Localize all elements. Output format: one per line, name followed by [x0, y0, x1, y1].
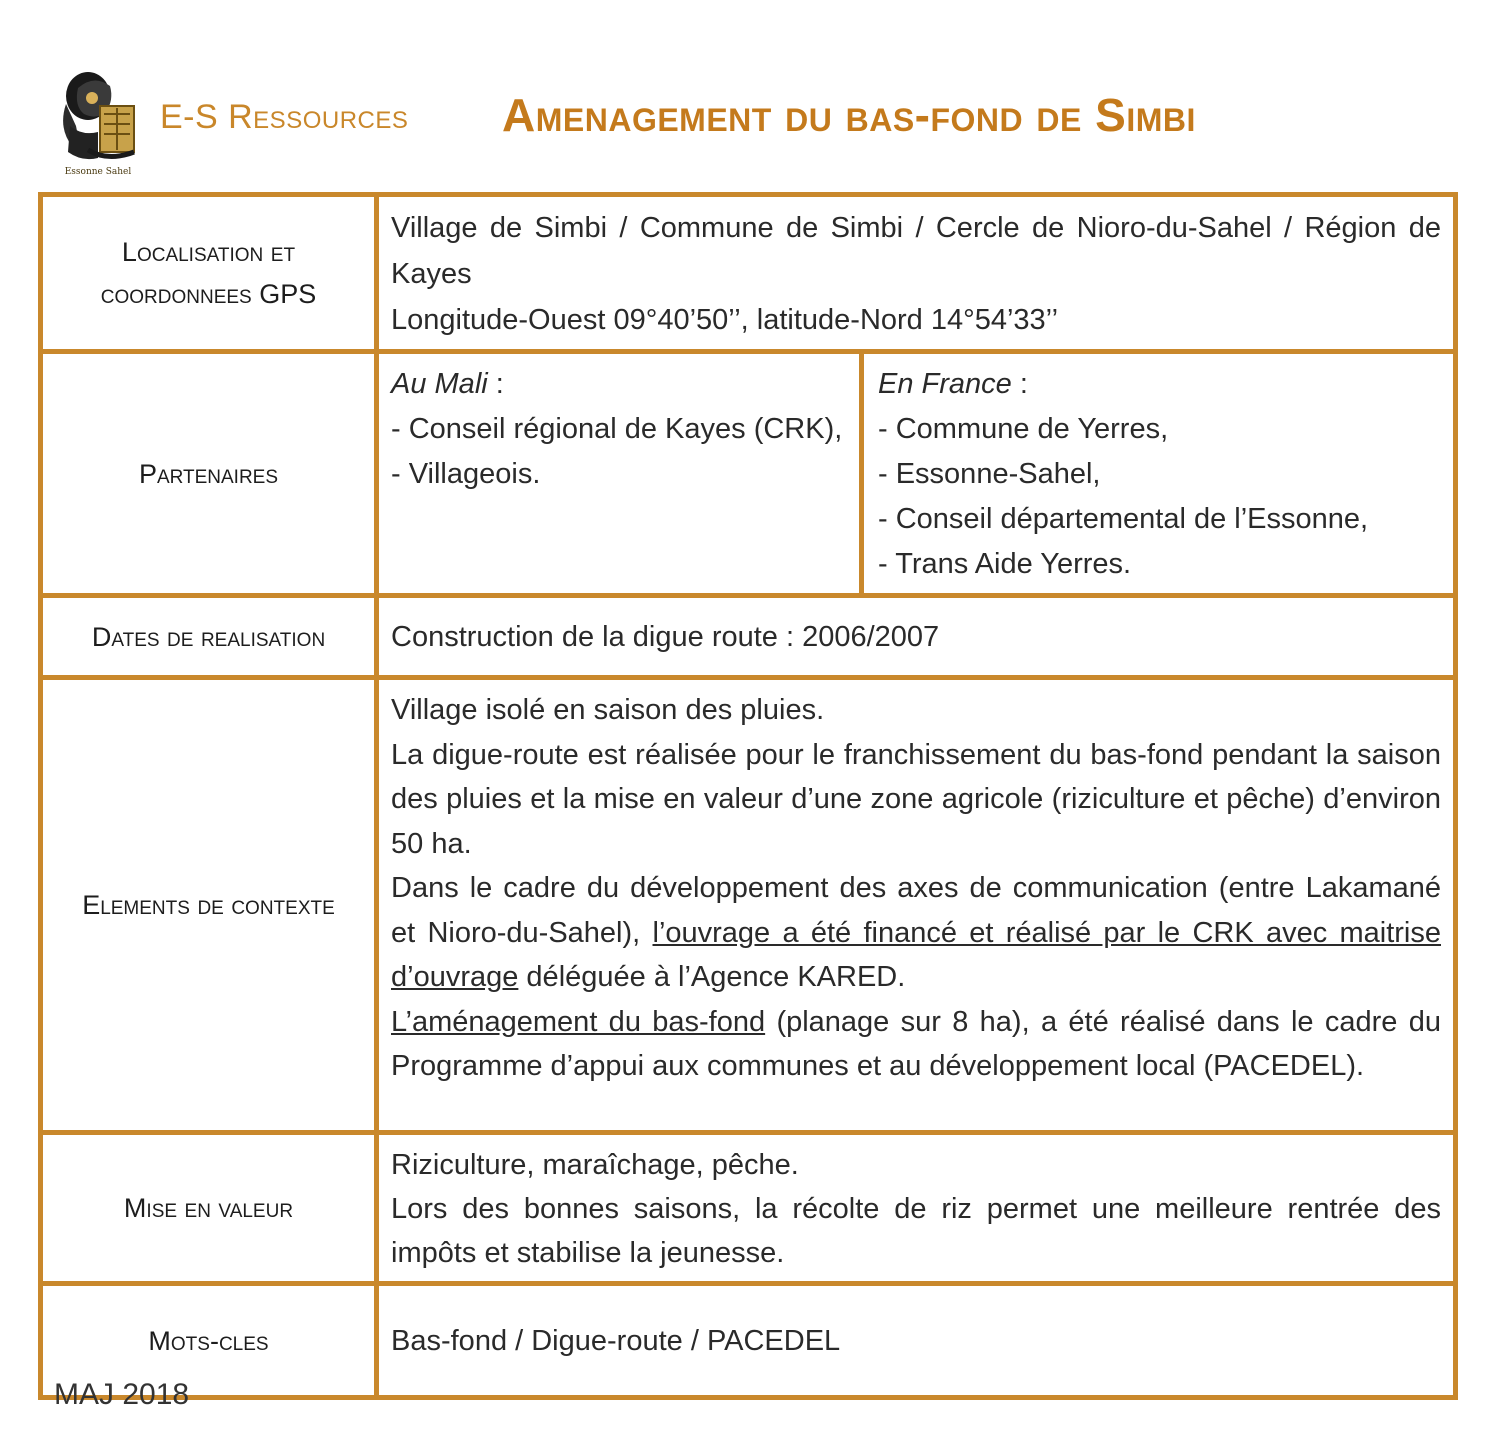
- localisation-address: Village de Simbi / Commune de Simbi / Cercle de Nioro-du-Sahel / Région de Kayes: [391, 212, 1441, 290]
- label-dates: Dates de realisation: [41, 596, 377, 678]
- update-date: MAJ 2018: [54, 1378, 190, 1411]
- essonne-sahel-logo-icon: [48, 66, 148, 178]
- contexte-underlined-text: L’aménagement du bas-fond: [391, 1005, 766, 1038]
- localisation-gps: Longitude-Ouest 09°40’50’’, latitude-Nord 14°54’33’’: [391, 304, 1059, 336]
- partner-item: - Villageois.: [391, 458, 541, 490]
- label-valeur: Mise en valeur: [41, 1133, 377, 1284]
- contexte-paragraph: Village isolé en saison des pluies.: [391, 694, 825, 726]
- row-localisation: [41, 195, 1456, 352]
- partners-mali: [391, 354, 864, 593]
- value-partenaires: [377, 352, 1456, 596]
- page-title: Amenagement du bas-fond de Simbi: [502, 89, 1196, 141]
- value-localisation: [377, 195, 1456, 352]
- partners-france-colon: :: [1011, 368, 1028, 400]
- row-mots: [41, 1284, 1456, 1398]
- value-contexte: [377, 678, 1456, 1133]
- valeur-paragraph: Riziculture, maraîchage, pêche.: [391, 1149, 799, 1181]
- partner-item: - Commune de Yerres,: [878, 413, 1169, 445]
- row-contexte: [41, 678, 1456, 1133]
- partner-item: - Trans Aide Yerres.: [878, 548, 1132, 580]
- partners-france: [864, 354, 1453, 593]
- contexte-text: (planage sur 8 ha), a été réalisé dans le cadre du Programme d’appui aux communes et au développement local (PACEDEL).: [391, 1005, 1441, 1082]
- label-mots: Mots-cles: [41, 1284, 377, 1398]
- row-partenaires: [41, 352, 1456, 596]
- organization-name: E-S Ressources: [160, 98, 409, 136]
- label-contexte: Elements de contexte: [41, 678, 377, 1133]
- contexte-paragraph: La digue-route est réalisée pour le franchissement du bas-fond pendant la saison des pluies et la mise en valeur d’une zone agricole (riziculture et pêche) d’environ 50 ha.: [391, 738, 1441, 860]
- partners-france-heading: En France: [878, 368, 1012, 400]
- contexte-paragraph: [391, 866, 1441, 1000]
- partners-mali-colon: :: [487, 368, 504, 400]
- value-dates: Construction de la digue route : 2006/2007: [377, 596, 1456, 678]
- row-valeur: [41, 1133, 1456, 1284]
- partner-item: - Essonne-Sahel,: [878, 458, 1101, 490]
- partner-item: - Conseil régional de Kayes (CRK),: [391, 413, 843, 445]
- contexte-text: déléguée à l’Agence KARED.: [518, 961, 906, 993]
- valeur-paragraph: Lors des bonnes saisons, la récolte de riz permet une meilleure rentrée des impôts et stabilise la jeunesse.: [391, 1193, 1441, 1269]
- document-header: [0, 0, 1500, 190]
- logo-caption: Essonne Sahel: [64, 167, 132, 177]
- partner-item: - Conseil départemental de l’Essonne,: [878, 503, 1369, 535]
- label-localisation: Localisation et coordonnees GPS: [41, 195, 377, 352]
- contexte-paragraph: [391, 1000, 1441, 1089]
- value-mots: Bas-fond / Digue-route / PACEDEL: [377, 1284, 1456, 1398]
- project-sheet-table: [38, 192, 1458, 1400]
- partners-mali-heading: Au Mali: [391, 368, 488, 400]
- row-dates: [41, 596, 1456, 678]
- value-valeur: [377, 1133, 1456, 1284]
- contexte-text: Dans le cadre du développement des axes de communication (entre Lakamané et Nioro-du-Sahel),: [391, 872, 1441, 949]
- label-partenaires: Partenaires: [41, 352, 377, 596]
- contexte-underlined-text: l’ouvrage a été financé et réalisé par le CRK avec maitrise d’ouvrage: [391, 916, 1441, 993]
